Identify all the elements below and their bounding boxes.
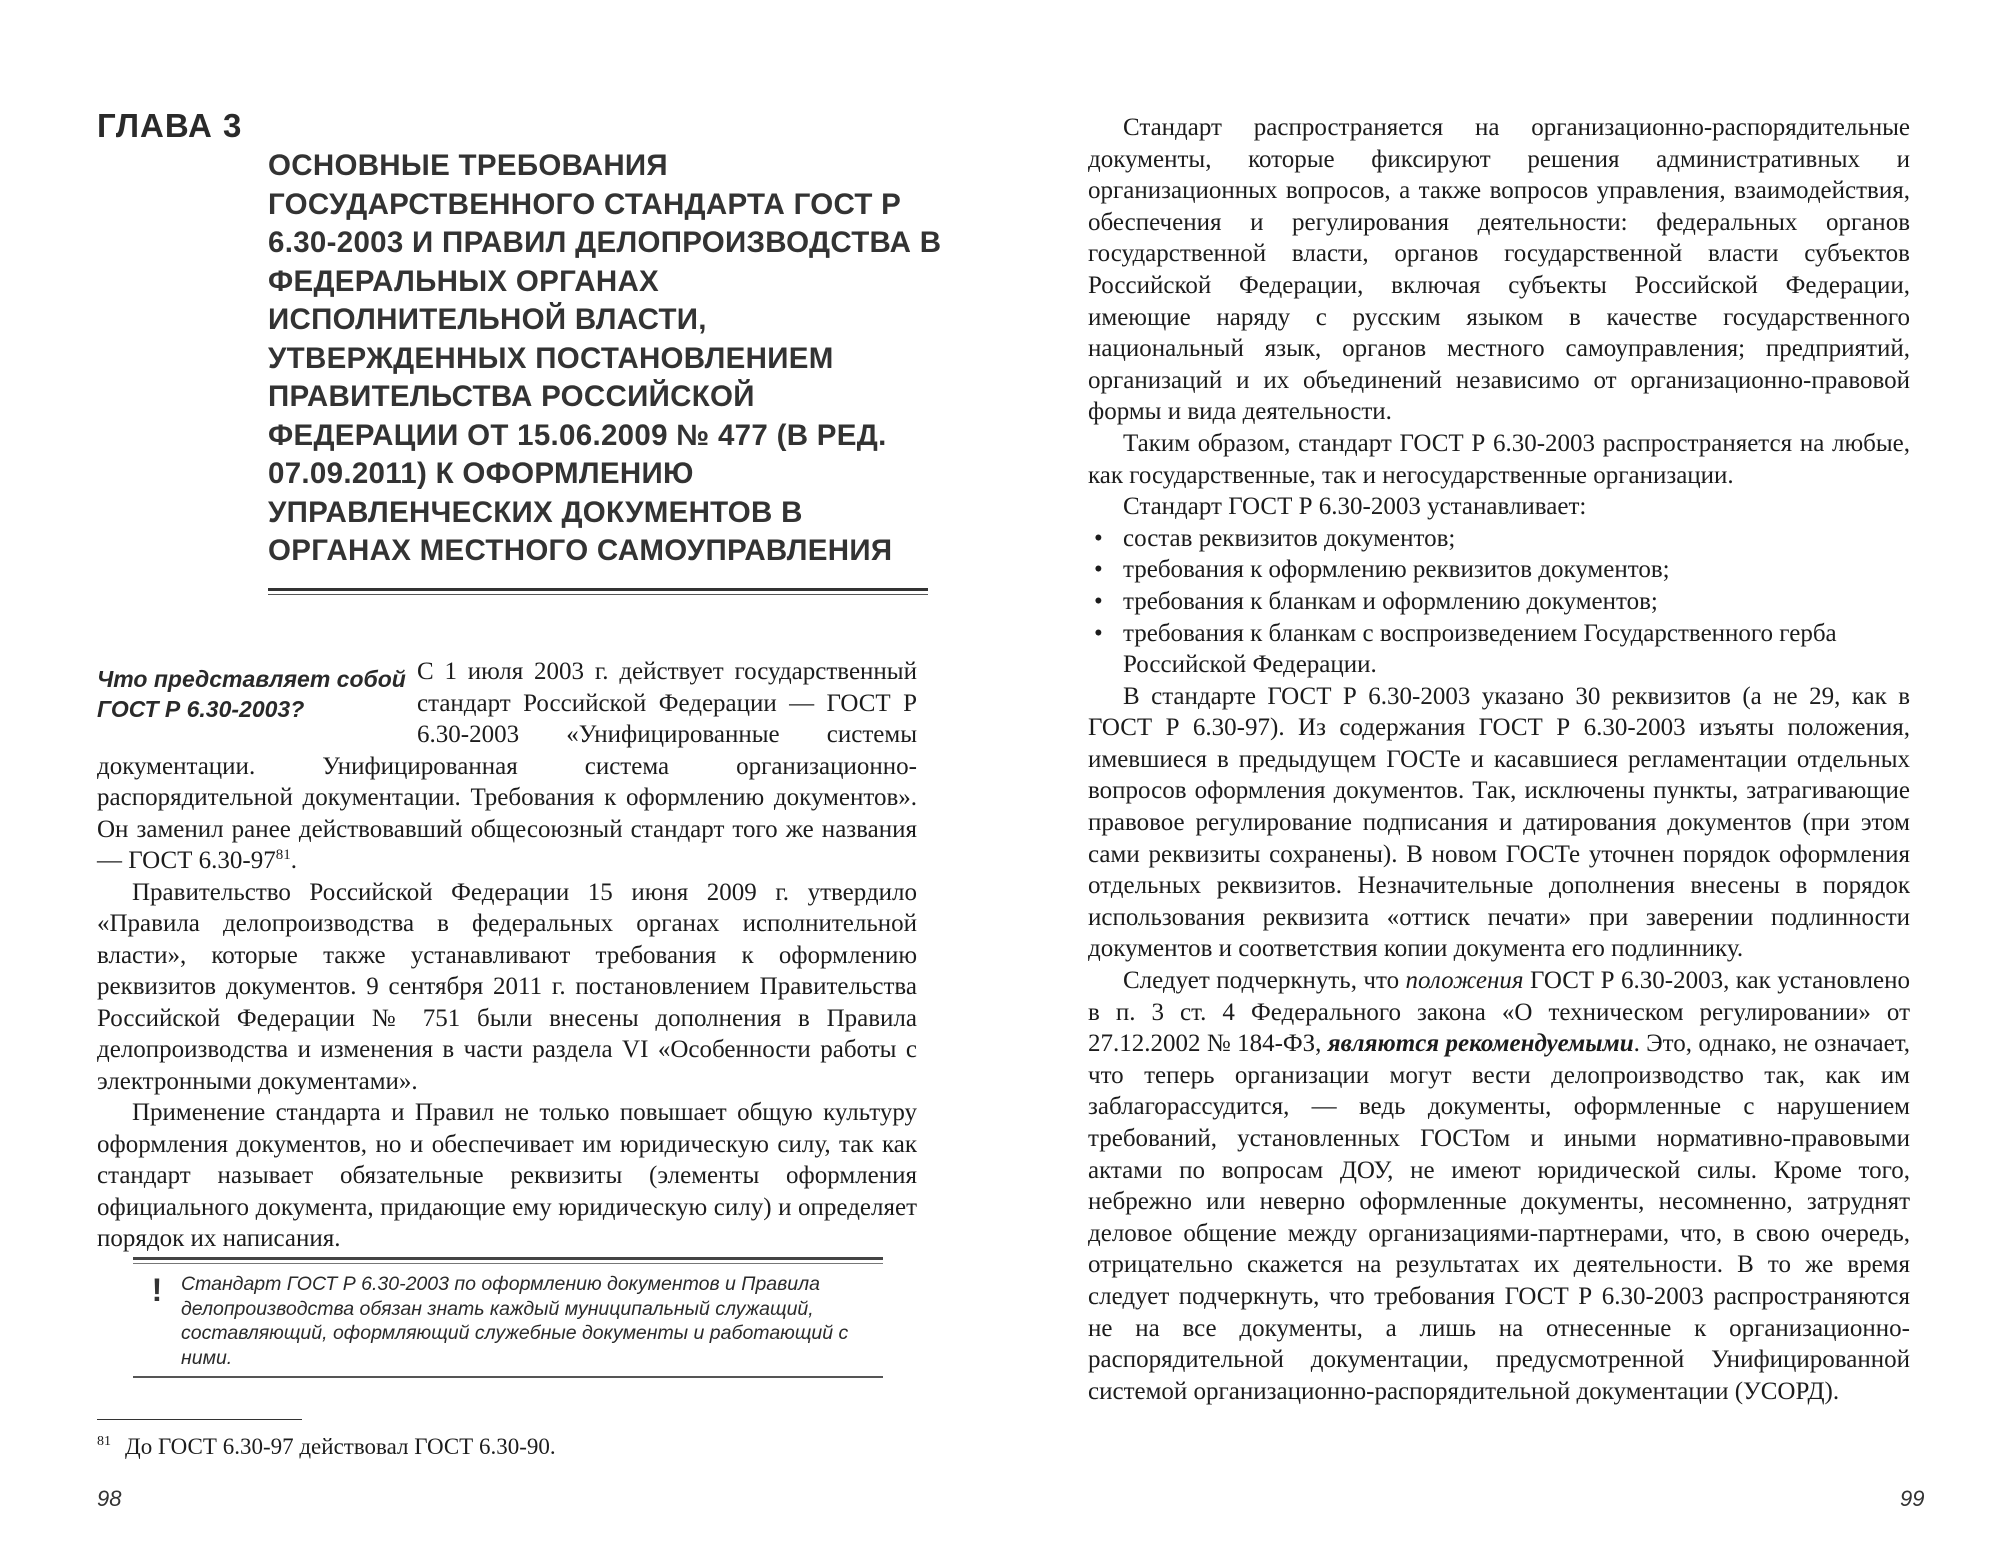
right-paragraph-3: Стандарт ГОСТ Р 6.30-2003 устанавливает: (1123, 493, 1587, 521)
note-box (133, 1257, 883, 1370)
note-text: Стандарт ГОСТ Р 6.30-2003 по оформлению документов и Правила делопроизводства обязан знать каждый муниципальный служащий, составляющий, оформляющий служебные документы и работающий с ними. (181, 1273, 849, 1369)
title-rule-thin (268, 594, 928, 595)
note-box-bottom-rule (133, 1376, 883, 1378)
footnote-text: До ГОСТ 6.30-97 действовал ГОСТ 6.30-90. (125, 1434, 556, 1459)
bullet-icon: • (1094, 619, 1103, 647)
emphasis-bold-italic: являются рекомендуемыми (1327, 1030, 1634, 1058)
emphasis-italic: положения (1405, 967, 1524, 995)
footnote-rule (97, 1419, 302, 1420)
bullet-icon: • (1094, 587, 1103, 615)
right-paragraph-1: Стандарт распространяется на организационно-распорядительные документы, которые фиксируют решения административных и организационных вопросов, а также вопросов управления, взаимодействия, обеспечения и регулирования деятельности: федеральных органов государственной власти, органов государственной власти субъектов Российской Федерации, включая субъекты Российской Федерации, имеющие наряду с русским языком в качестве государственного национальный язык, органов местного самоуправления; предприятий, организаций и их объединений независимо от организационно-правовой формы и вида деятельности. (1088, 114, 1910, 426)
requirements-list (1088, 523, 1910, 681)
left-paragraph-3: Применение стандарта и Правил не только повышает общую культуру оформления документов, но и обеспечивает им юридическую силу, так как стандарт называет обязательные реквизиты (элементы оформления официального документа, придающие ему юридическую силу) и определяет порядок их написания. (97, 1099, 917, 1252)
page-number-left: 98 (97, 1486, 122, 1511)
chapter-label: ГЛАВА 3 (97, 107, 243, 144)
left-paragraph-2: Правительство Российской Федерации 15 июня 2009 г. утвердило «Правила делопроизводства в федеральных органах исполнительной власти», которые также устанавливают требования к оформлению реквизитов документов. 9 сентября 2011 г. постановлением Правительства Российской Федерации № 751 были внесены дополнения в Правила делопроизводства и изменения в части раздела VI «Особенности работы с электронными документами». (97, 878, 917, 1095)
right-paragraph-5: Следует подчеркнуть, что положения ГОСТ Р 6.30-2003, как установлено в п. 3 ст. 4 Федерального закона «О техническом регулировании» от 27.12.2002 № 184-ФЗ, являются рекомендуемыми. Это, однако, не означает, что теперь организации могут вести делопроизводство так, как им заблагорассудится, — ведь документы, оформленные с нарушением требований, установленных ГОСТом и иными нормативно-правовыми актами по вопросам ДОУ, не имеют юридической силы. Кроме того, небрежно или неверно оформленные документы, несомненно, затруднят деловое общение между организациями-партнерами, что, в свою очередь, отрицательно скажется на результатах их деятельности. В то же время следует подчеркнуть, что требования ГОСТ Р 6.30-2003 распространяются не на все документы, а лишь на отнесенные к организационно-распорядительной документации, предусмотренной Унифицированной системой организационно-распорядительной документации (УСОРД). (1088, 967, 1910, 1405)
right-paragraph-4: В стандарте ГОСТ Р 6.30-2003 указано 30 реквизитов (а не 29, как в ГОСТ Р 6.30-97). Из содержания ГОСТ Р 6.30-2003 изъяты положения, имевшиеся в предыдущем ГОСТе и касавшиеся регламентации отдельных вопросов оформления документов. Так, исключены пункты, затрагивающие правовое регулирование подписания и датирования документов (при этом сами реквизиты сохранены). В новом ГОСТе уточнен порядок оформления отдельных реквизитов. Незначительные дополнения внесены в порядок использования реквизита «оттиск печати» при заверении подлинности документов и соответствия копии документа его подлиннику. (1088, 682, 1910, 963)
footnote-ref: 81 (275, 847, 291, 863)
chapter-title: ОСНОВНЫЕ ТРЕБОВАНИЯ ГОСУДАРСТВЕННОГО СТАНДАРТА ГОСТ Р 6.30-2003 И ПРАВИЛ ДЕЛОПРОИЗВОДСТВА В ФЕДЕРАЛЬНЫХ ОРГАНАХ ИСПОЛНИТЕЛЬНОЙ ВЛАСТИ, УТВЕРЖДЕННЫХ ПОСТАНОВЛЕНИЕМ ПРАВИТЕЛЬСТВА РОССИЙСКОЙ ФЕДЕРАЦИИ ОТ 15.06.2009 № 477 (В РЕД. 07.09.2011) К ОФОРМЛЕНИЮ УПРАВЛЕНЧЕСКИХ ДОКУМЕНТОВ В ОРГАНАХ МЕСТНОГО САМОУПРАВЛЕНИЯ (268, 149, 942, 567)
list-item: • требования к бланкам и оформлению документов; (1088, 586, 1910, 618)
right-paragraph-2: Таким образом, стандарт ГОСТ Р 6.30-2003 распространяется на любые, как государственные, так и негосударственные организации. (1088, 429, 1910, 489)
title-rule (268, 588, 928, 591)
sidenote-question: Что представляет собой ГОСТ Р 6.30-2003? (97, 666, 406, 722)
exclamation-icon: ! (151, 1272, 163, 1308)
list-item: • требования к бланкам с воспроизведением Государственного герба Российской Федерации. (1094, 619, 1837, 679)
page-number-right: 99 (1900, 1486, 1925, 1511)
left-paragraph-1: С 1 июля 2003 г. действует государственный стандарт Российской Федерации — ГОСТ Р 6.30-2003 «Унифицированные системы документации. Унифицированная система организационно-распорядительной документации. Требования к оформлению документов». Он заменил ранее действовавший общесоюзный стандарт того же названия — ГОСТ 6.30-97$^{81}$. (97, 658, 917, 874)
list-item: • состав реквизитов документов; (1088, 523, 1910, 555)
list-item: • требования к оформлению реквизитов документов; (1088, 554, 1910, 586)
bullet-icon: • (1094, 524, 1103, 552)
right-body-text (1088, 112, 1910, 1407)
left-body-text (97, 656, 917, 1255)
bullet-icon: • (1094, 556, 1103, 584)
footnote (97, 1428, 556, 1461)
footnote-marker: 81 (97, 1434, 111, 1449)
right-page (1000, 0, 2000, 1549)
